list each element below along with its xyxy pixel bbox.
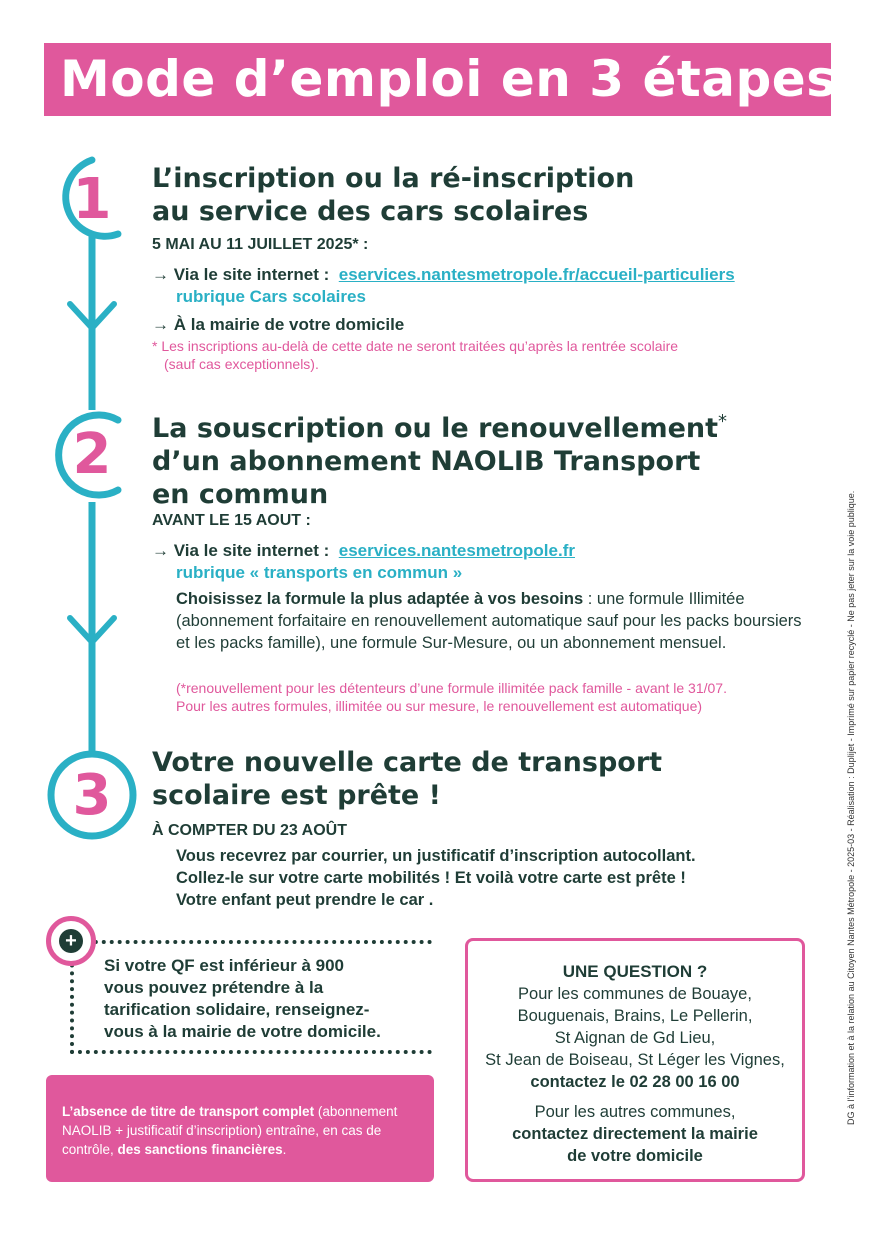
question-contact-box: UNE QUESTION ? Pour les communes de Bouaye, Bouguenais, Brains, Le Pellerin, St Aignan de Gd Lieu, St Jean de Boiseau, St Léger les Vignes, contactez le 02 28 00 16 00 Pour les autres communes, contactez directement la mairie de votre domicile [465, 938, 805, 1182]
step2-title: La souscription ou le renouvellement* d’un abonnement NAOLIB Transport en commun [152, 411, 728, 510]
step1-website-link[interactable]: eservices.nantesmetropole.fr/accueil-particuliers [338, 265, 735, 284]
step1-website-bullet: → Via le site internet : eservices.nantesmetropole.fr/accueil-particuliers rubrique Cars scolaires [152, 265, 735, 306]
step2-website-bullet: → Via le site internet : eservices.nantesmetropole.fr rubrique « transports en commun » [152, 541, 575, 582]
contact-phone: contactez le 02 28 00 16 00 [530, 1073, 740, 1091]
qf-info-text: Si votre QF est inférieur à 900 vous pouvez prétendre à la tarification solidaire, renseignez- vous à la mairie de votre domicile. [104, 956, 381, 1041]
print-credits: DG à l’information et à la relation au Citoyen Nantes Métropole - 2025-03 - Réalisation : Duplijet - Imprimé sur papier recyclé - Ne pas jeter sur la voie publique. [846, 490, 856, 1125]
step3-date: À COMPTER DU 23 AOÛT [152, 822, 347, 839]
step2-date: AVANT LE 15 AOUT : [152, 512, 311, 529]
step3-body: Vous recevrez par courrier, un justificatif d’inscription autocollant. Collez-le sur votre carte mobilités ! Et voilà votre carte est prête ! Votre enfant peut prendre le car . [176, 847, 696, 909]
step-number-3: 3 [72, 763, 112, 828]
arrow-right-icon: → [152, 315, 174, 334]
arrow-right-icon: → [152, 541, 174, 560]
step1-mairie-bullet: → À la mairie de votre domicile [152, 315, 405, 334]
step2-footnote: (*renouvellement pour les détenteurs d’une formule illimitée pack famille - avant le 31/07. Pour les autres formules, illimitée ou sur mesure, le renouvellement est automatique) [176, 680, 727, 714]
step1-footnote: * Les inscriptions au-delà de cette date ne seront traitées qu’après la rentrée scolaire (sauf cas exceptionnels). [152, 338, 679, 372]
question-title: UNE QUESTION ? [562, 962, 708, 981]
step1-title: L’inscription ou la ré-inscription au service des cars scolaires [152, 163, 635, 227]
sanctions-warning: L’absence de titre de transport complet (abonnement NAOLIB + justificatif d’inscription) entraîne, en cas de contrôle, des sanctions financières. [46, 1075, 434, 1182]
page-title-banner: Mode d’emploi en 3 étapes [44, 43, 831, 116]
step3-title: Votre nouvelle carte de transport scolaire est prête ! [152, 747, 663, 811]
step2-formula-text: Choisissez la formule la plus adaptée à vos besoins : une formule Illimitée (abonnement forfaitaire en renouvellement automatique sauf pour les packs boursiers et les packs famille), une formule Sur-Mesure, ou un abonnement mensuel. [176, 590, 802, 652]
arrow-right-icon: → [152, 265, 174, 284]
step2-website-link[interactable]: eservices.nantesmetropole.fr [338, 541, 575, 560]
step-number-1: 1 [72, 167, 112, 232]
step-number-2: 2 [72, 422, 112, 487]
plus-icon: + [46, 916, 96, 966]
step1-date: 5 MAI AU 11 JUILLET 2025* : [152, 236, 369, 253]
